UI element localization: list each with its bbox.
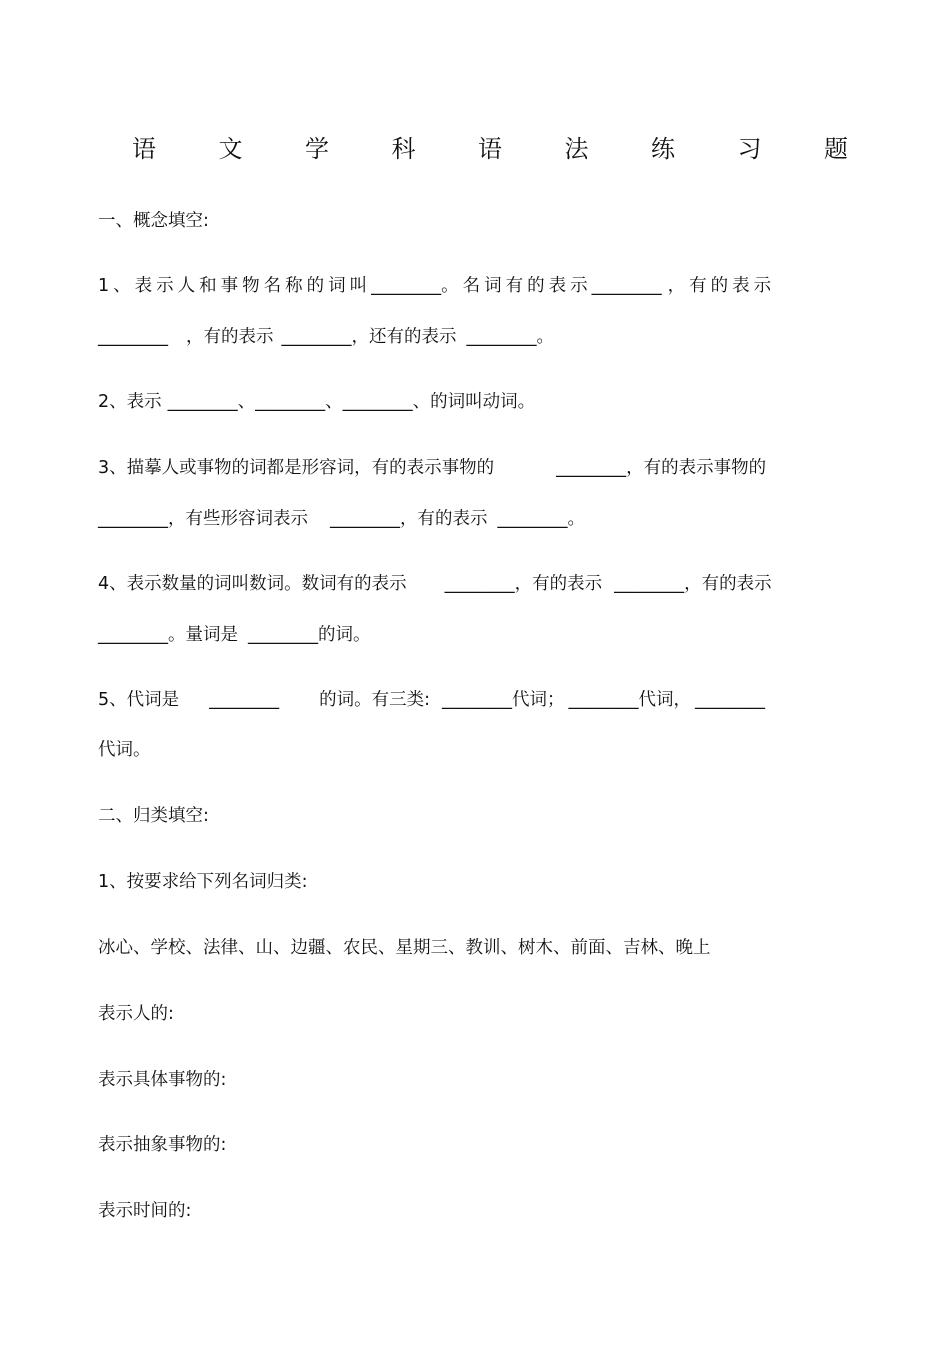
answer-blank: ________ — [591, 276, 662, 296]
q2-text-b: 、 — [237, 392, 256, 412]
q1-text-e: ，还有的表示 — [351, 327, 457, 347]
q4-text-d: 。量词是 — [168, 625, 238, 645]
section-2-heading: 二、归类填空: — [98, 806, 209, 826]
answer-blank: ________ — [556, 458, 627, 478]
question-4-line-2 — [98, 621, 371, 649]
q4-text-a: 4、表示数量的词叫数词。数词有的表示 — [98, 574, 407, 594]
category-concrete-things: 表示具体事物的: — [98, 1070, 227, 1090]
question-1-line-1 — [98, 272, 775, 300]
q4-text-e: 的词。 — [318, 625, 371, 645]
answer-blank: ________ — [98, 327, 168, 347]
answer-blank: ________ — [98, 625, 168, 645]
answer-blank: ________ — [255, 392, 326, 412]
answer-blank: ________ — [568, 690, 639, 710]
category-time: 表示时间的: — [98, 1201, 192, 1221]
answer-blank: ________ — [167, 392, 238, 412]
title-char: 题 — [824, 135, 848, 163]
q2-text-d: 、的词叫动词。 — [412, 392, 536, 412]
question-3-line-1 — [98, 454, 766, 482]
title-char: 文 — [218, 135, 243, 163]
answer-blank: ________ — [248, 625, 318, 645]
q1-text-b: 。名词有的表示 — [441, 276, 592, 296]
category-people: 表示人的: — [98, 1004, 174, 1024]
q1-text-f: 。 — [536, 327, 554, 347]
q3-text-a: 3、描摹人或事物的词都是形容词，有的表示事物的 — [98, 458, 495, 478]
q4-text-b: ，有的表示 — [514, 574, 603, 594]
page-title — [132, 133, 848, 165]
word-list: 冰心、学校、法律、山、边疆、农民、星期三、教训、树木、前面、吉林、晚上 — [98, 938, 711, 958]
q1-text-a: 1、表示人和事物名称的词叫 — [98, 276, 372, 296]
q5-text-c: 代词； — [512, 690, 565, 710]
q4-text-c: ，有的表示 — [684, 574, 772, 594]
q1-text-d: ，有的表示 — [186, 327, 274, 347]
answer-blank: ________ — [281, 327, 352, 347]
q5-text-b: 的词。有三类: — [319, 690, 431, 710]
section-1-heading: 一、概念填空: — [98, 211, 209, 231]
q3-text-b: ，有的表示事物的 — [626, 458, 767, 478]
answer-blank: ________ — [695, 690, 766, 710]
answer-blank: ________ — [442, 690, 513, 710]
q3-text-c: ，有些形容词表示 — [168, 509, 308, 529]
question-5-line-1 — [98, 686, 765, 714]
q5-text-a: 5、代词是 — [98, 690, 180, 710]
answer-blank: ________ — [342, 392, 413, 412]
q3-text-d: ，有的表示 — [400, 509, 488, 529]
q5-text-d: 代词， — [638, 690, 692, 710]
q3-text-e: 。 — [567, 509, 585, 529]
q2-text-a: 2、表示 — [98, 392, 162, 412]
answer-blank: ________ — [371, 276, 442, 296]
category-abstract-things: 表示抽象事物的: — [98, 1135, 227, 1155]
q2-text-c: 、 — [325, 392, 343, 412]
answer-blank: ________ — [444, 574, 515, 594]
title-char: 练 — [651, 135, 675, 163]
title-char: 科 — [391, 135, 416, 163]
answer-blank: ________ — [98, 509, 168, 529]
question-3-line-2 — [98, 505, 585, 533]
question-5-line-2: 代词。 — [98, 740, 151, 760]
question-2 — [98, 388, 535, 416]
answer-blank: ________ — [497, 509, 568, 529]
title-char: 语 — [132, 135, 156, 163]
section-2-question-1: 1、按要求给下列名词归类: — [98, 872, 308, 892]
question-1-line-2 — [98, 323, 554, 351]
title-char: 法 — [564, 135, 589, 163]
title-char: 语 — [478, 135, 502, 163]
answer-blank: ________ — [614, 574, 685, 594]
answer-blank: ________ — [209, 690, 280, 710]
title-char: 习 — [737, 135, 762, 163]
q1-text-c: ，有的表示 — [667, 276, 776, 296]
question-4-line-1 — [98, 570, 772, 598]
answer-blank: ________ — [466, 327, 537, 347]
answer-blank: ________ — [330, 509, 400, 529]
title-char: 学 — [305, 135, 329, 163]
